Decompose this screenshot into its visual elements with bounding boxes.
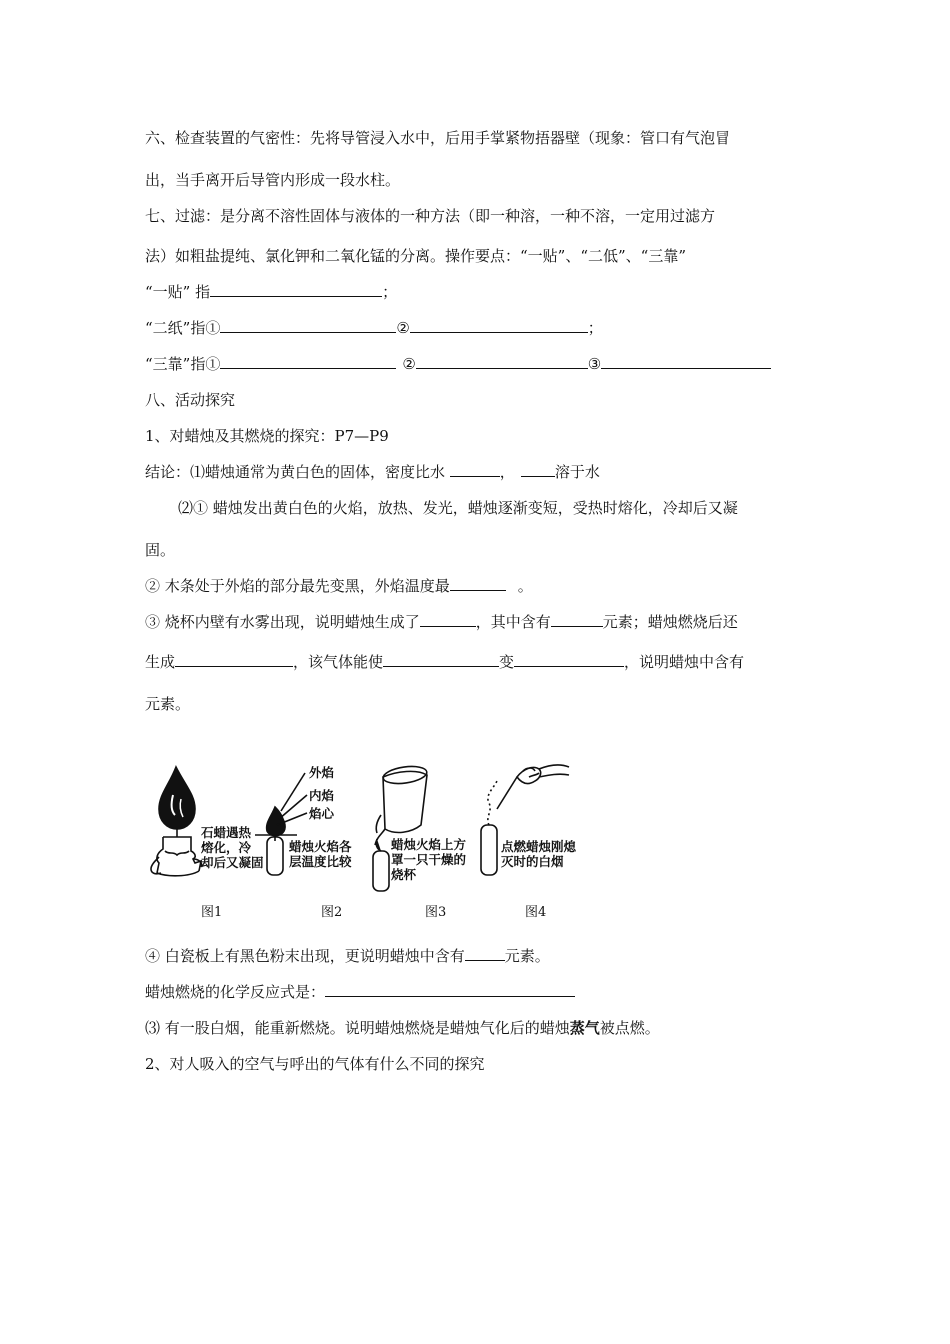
- p3-keyword: 蒸气: [569, 1019, 600, 1037]
- fig4-text-1: 点燃蜡烛刚熄: [501, 839, 577, 854]
- sankao-blank-1[interactable]: [220, 354, 396, 369]
- yitie-label: “一贴” 指: [145, 283, 211, 301]
- sankao-blank-2[interactable]: [416, 354, 588, 369]
- sankao-label: “三靠”指①: [145, 355, 221, 373]
- temp-blank[interactable]: [450, 576, 506, 591]
- yitie-line: [145, 282, 397, 302]
- gas-blank[interactable]: [175, 652, 293, 667]
- yitie-end: ；: [382, 283, 398, 301]
- p4-line: [145, 946, 550, 966]
- conclusion-comma: ，: [499, 463, 515, 481]
- fig4-caption: 图4: [525, 905, 547, 920]
- erdi-blank-2[interactable]: [410, 318, 588, 333]
- fig2-text: [289, 839, 352, 869]
- p2-3-end: 元素；蜡烛燃烧后还: [602, 613, 738, 631]
- fig1-text-3: 却后又凝固: [201, 855, 264, 870]
- fig3-text-2: 罩一只干燥的: [391, 852, 467, 867]
- p2-2-text: ② 木条处于外焰的部分最先变黑，外焰温度最: [145, 577, 450, 595]
- sec6-line2: 出，当手离开后导管内形成一段水柱。: [145, 171, 401, 189]
- fig1-text-2: 熔化，冷: [201, 840, 252, 855]
- fig3-text-1: 蜡烛火焰上方: [391, 837, 467, 852]
- p4-text: ④ 白瓷板上有黑色粉末出现，更说明蜡烛中含有: [145, 947, 465, 965]
- erdi-label-2: ②: [396, 319, 410, 337]
- p2-4-end: ，说明蜡烛中含有: [624, 653, 745, 671]
- p2-4-line: [145, 652, 744, 672]
- sec7-line1: 七、过滤：是分离不溶性固体与液体的一种方法（即一种溶，一种不溶，一定用过滤方: [145, 207, 716, 225]
- erdi-label: “二纸”指①: [145, 319, 221, 337]
- change-blank[interactable]: [514, 652, 624, 667]
- fig1-caption: 图1: [201, 905, 223, 920]
- fig3-text-3: 烧杯: [391, 867, 417, 882]
- sankao-label-2: ②: [402, 355, 416, 373]
- p2-2-end: 。: [517, 577, 533, 595]
- fig4-text-2: 灭时的白烟: [501, 854, 564, 869]
- sankao-blank-3[interactable]: [601, 354, 771, 369]
- sec8-item1: 1、对蜡烛及其燃烧的探究：P7—P9: [145, 427, 389, 445]
- fig2-text-1: 蜡烛火焰各: [289, 839, 352, 854]
- p2-line1: ⑵① 蜡烛发出黄白色的火焰，放热、发光，蜡烛逐渐变短，受热时熔化，冷却后又凝: [178, 499, 738, 517]
- carbon-blank[interactable]: [465, 946, 505, 961]
- erdi-end: ；: [587, 319, 603, 337]
- p2-5-line: 元素。: [145, 695, 191, 713]
- p2-3-text: ③ 烧杯内壁有水雾出现，说明蜡烛生成了: [145, 613, 420, 631]
- fig2-label-core: 焰心: [309, 806, 335, 821]
- fig3-text: [391, 837, 466, 882]
- conclusion-text: 结论：⑴蜡烛通常为黄白色的固体，密度比水: [145, 463, 446, 481]
- fig3-caption: 图3: [425, 905, 447, 920]
- erdi-blank-1[interactable]: [220, 318, 396, 333]
- p2-4-verb: 变: [499, 653, 515, 671]
- fig4-text: [501, 839, 576, 869]
- fig2-label-inner: 内焰: [309, 788, 335, 803]
- p3-line: [145, 1018, 660, 1038]
- p2-4-mid: ，该气体能使: [293, 653, 384, 671]
- fig1-candle-icon: [151, 767, 202, 876]
- sec7-line2: 法）如粗盐提纯、氯化钾和二氧化锰的分离。操作要点：“一贴”、“二低”、“三靠”: [145, 247, 687, 265]
- erdi-line: [145, 318, 603, 338]
- p2-3-line: [145, 612, 738, 632]
- conclusion-end: 溶于水: [554, 463, 600, 481]
- reagent-blank[interactable]: [383, 652, 499, 667]
- yitie-blank[interactable]: [210, 282, 382, 297]
- sec8-item2: 2、对人吸入的空气与呼出的气体有什么不同的探究: [145, 1055, 485, 1073]
- fig1-text: [201, 825, 264, 870]
- p2-3-mid: ，其中含有: [475, 613, 551, 631]
- p3-end: 被点燃。: [599, 1019, 660, 1037]
- candle-figure: [145, 755, 605, 925]
- equation-blank[interactable]: [325, 982, 575, 997]
- fig2-caption: 图2: [321, 905, 343, 920]
- conclusion-line: [145, 462, 600, 482]
- p2-line2: 固。: [145, 541, 176, 559]
- p2-2-line: [145, 576, 533, 596]
- p3-text: ⑶ 有一股白烟，能重新燃烧。说明蜡烛燃烧是蜡烛气化后的蜡烛: [145, 1019, 570, 1037]
- sankao-line: [145, 354, 771, 374]
- fig1-text-1: 石蜡遇热: [201, 825, 252, 840]
- p2-4-text: 生成: [145, 653, 176, 671]
- equation-line: [145, 982, 575, 1002]
- element-blank-1[interactable]: [551, 612, 603, 627]
- fig2-label-outer: 外焰: [309, 765, 335, 780]
- water-blank[interactable]: [420, 612, 476, 627]
- density-blank[interactable]: [450, 462, 500, 477]
- equation-label: 蜡烛燃烧的化学反应式是：: [145, 983, 326, 1001]
- fig2-text-2: 层温度比较: [289, 854, 352, 869]
- solubility-blank[interactable]: [521, 462, 555, 477]
- sec6-line1: 六、检查装置的气密性：先将导管浸入水中，后用手掌紧物捂器壁（现象：管口有气泡冒: [145, 129, 731, 147]
- sec8-title: 八、活动探究: [145, 391, 236, 409]
- sankao-label-3: ③: [587, 355, 602, 373]
- p4-end: 元素。: [504, 947, 550, 965]
